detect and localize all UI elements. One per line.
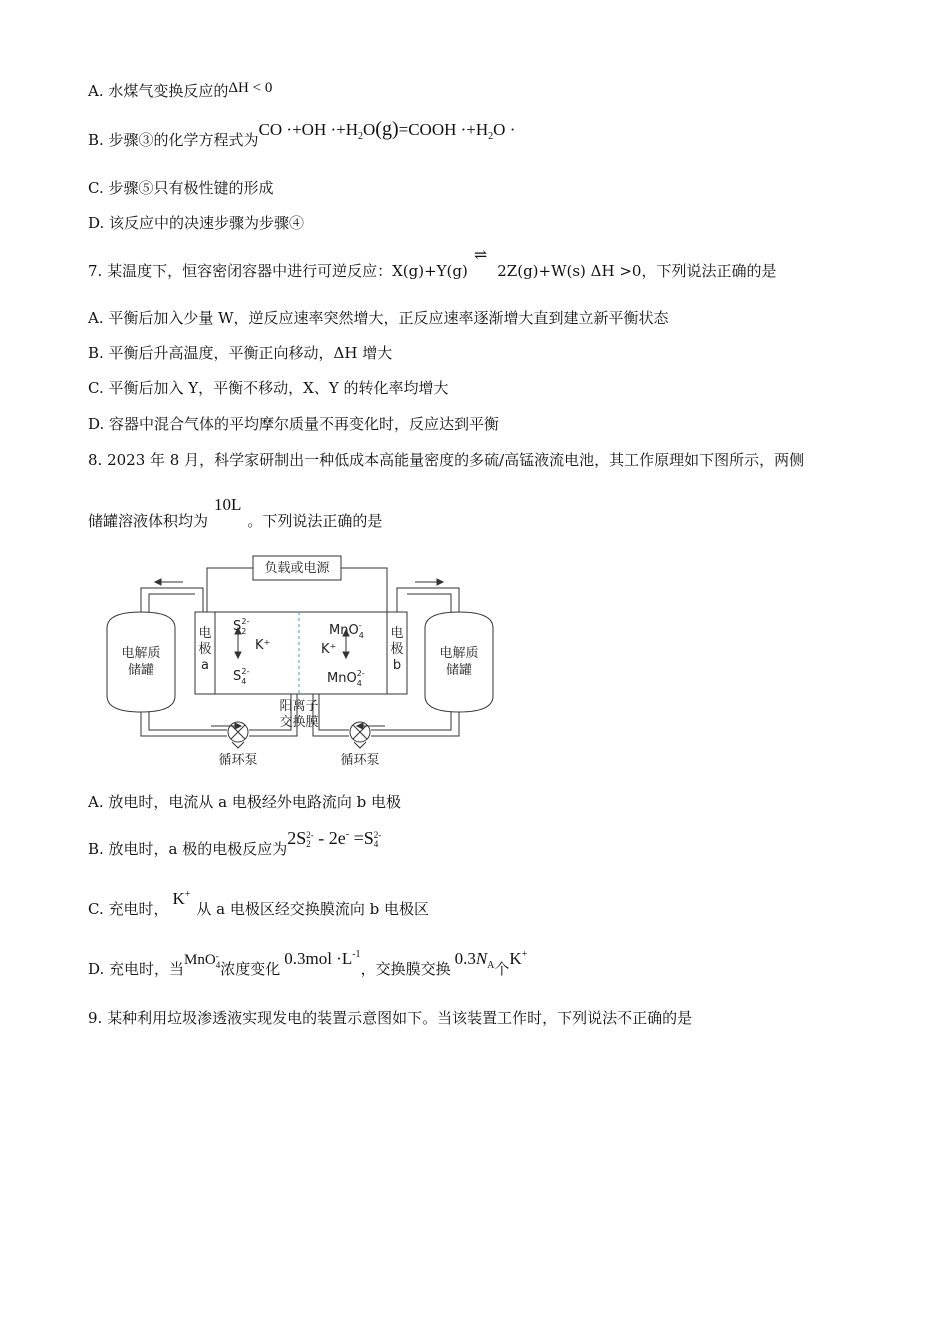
s2-label: $S_22-$ (233, 617, 250, 636)
s4-label: $S_42-$ (233, 667, 250, 686)
q8-d-mno4: MnO - 4 (184, 950, 221, 970)
q8-option-b: B. 放电时，a 极的电极反应为2S 2- 2 - 2e- =S 2- 4 (88, 828, 382, 858)
electrode-b-2: 极 (390, 642, 404, 657)
mno42-label: MnO$_4$2- (327, 669, 365, 688)
q8-b-equation: 2S 2- 2 - 2e- =S 2- 4 (287, 828, 382, 849)
electrode-a-3: a (201, 658, 209, 673)
q7-option-d: D. 容器中混合气体的平均摩尔质量不再变化时，反应达到平衡 (88, 415, 500, 433)
cell-body (195, 612, 407, 694)
q8-stem-line1: 8. 2023 年 8 月，科学家研制出一种低成本高能量密度的多硫/高锰液流电池，其工作原理如下图所示，两侧 (88, 451, 805, 469)
equilibrium-arrow-icon: ⇌ (473, 245, 488, 264)
k-right-label: K⁺ (321, 642, 337, 657)
electrode-a-2: 极 (198, 642, 212, 657)
q6-a-math: ΔH < 0 (228, 80, 273, 96)
flow-battery-diagram (95, 550, 515, 775)
membrane-label1: 阳离子 (279, 699, 319, 714)
q9-stem: 9. 某种利用垃圾渗透液实现发电的装置示意图如下。当该装置工作时，下列说法不正确的是 (88, 1009, 693, 1027)
left-tank-label1: 电解质 (121, 646, 161, 661)
q6-option-b: B. 步骤③的化学方程式为CO $\cdot+OH \cdot+H_2O(g)=COOH \cdot+H_2O$ · (88, 118, 516, 149)
pump-left-label: 循环泵 (218, 753, 258, 768)
flow-arrow-left (235, 723, 241, 729)
electrode-b-3: b (392, 658, 402, 673)
q8-stem-line2: 储罐溶液体积均为10L。下列说法正确的是 (88, 495, 383, 530)
electrode-b-1: 电 (390, 626, 404, 641)
q6-option-d: D. 该反应中的决速步骤为步骤④ (88, 214, 305, 232)
q8-volume: 10L (214, 495, 242, 514)
right-tank-label1: 电解质 (439, 646, 479, 661)
q8-d-kplus: K+ (509, 949, 528, 968)
membrane-label2: 交换膜 (279, 715, 319, 730)
q8-option-a: A. 放电时，电流从 a 电极经外电路流向 b 电极 (88, 793, 401, 811)
q8-c-kplus: K+ (172, 889, 191, 908)
q7-option-a: A. 平衡后加入少量 W，逆反应速率突然增大，正反应速率逐渐增大直到建立新平衡状态 (88, 309, 669, 327)
electrode-a-1: 电 (198, 626, 212, 641)
left-tank-label2: 储罐 (127, 663, 155, 678)
left-tank (107, 612, 175, 712)
right-tank-label2: 储罐 (445, 663, 473, 678)
wire-left (207, 568, 253, 612)
q8-d-avogadro: $0.3N_A$ (454, 949, 495, 971)
q6-b-equation: CO $\cdot+OH \cdot+H_2O(g)=COOH \cdot+H_2O$ · (258, 118, 516, 142)
load-label: 负载或电源 (264, 561, 330, 576)
q8-option-c: C. 充电时，K+从 a 电极区经交换膜流向 b 电极区 (88, 889, 430, 918)
q8-d-concentration: $0.3mol \cdot L^{-1}$ (284, 949, 361, 968)
q7-stem: 7. 某温度下，恒容密闭容器中进行可逆反应：X(g)+Y(g)⇌2Z(g)+W(s) ΔH >0，下列说法正确的是 (88, 245, 777, 280)
wire-right (341, 568, 387, 612)
right-tank (425, 612, 493, 712)
q8-option-d: D. 充电时，当MnO - 4 浓度变化$0.3mol \cdot L^{-1}$，交换膜交换$0.3N_A$个K+ (88, 949, 528, 978)
flow-arrow-right (357, 723, 363, 729)
q6-option-a: A. 水煤气变换反应的ΔH < 0 (88, 80, 273, 100)
q7-option-c: C. 平衡后加入 Y，平衡不移动，X、Y 的转化率均增大 (88, 379, 449, 397)
q6-option-c: C. 步骤⑤只有极性键的形成 (88, 179, 274, 197)
pump-right-label: 循环泵 (340, 753, 380, 768)
q7-option-b: B. 平衡后升高温度，平衡正向移动，ΔH 增大 (88, 344, 393, 362)
k-left-label: K⁺ (255, 638, 271, 653)
mno4-label: MnO$_4$- (329, 621, 364, 640)
